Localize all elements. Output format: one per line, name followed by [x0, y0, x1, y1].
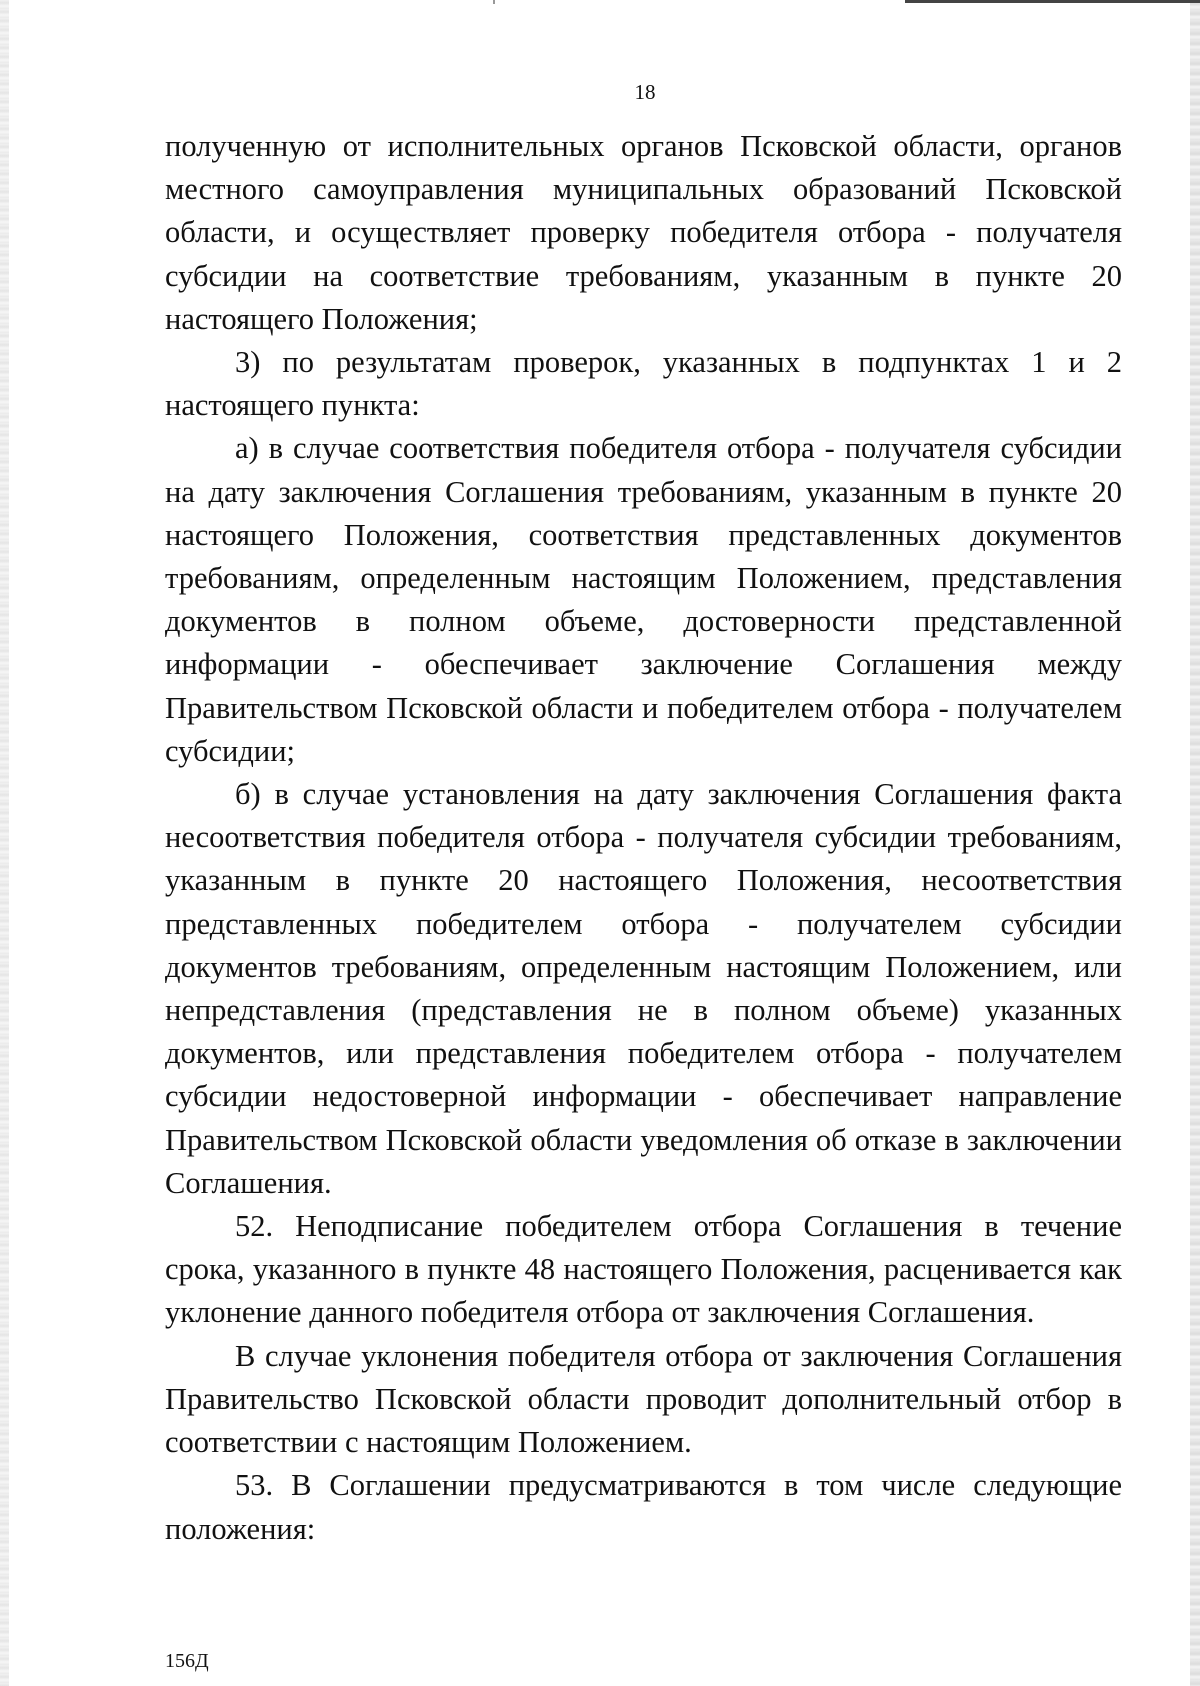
scan-edge-left	[0, 0, 9, 1686]
scan-artifact	[493, 0, 495, 4]
paragraph-subitem-3: 3) по результатам проверок, указанных в подпунктах 1 и 2 настоящего пункта:	[165, 345, 1122, 423]
document-body	[165, 125, 1122, 1551]
paragraph-subitem-b: б) в случае установления на дату заключения Соглашения факта несоответствия победителя отбора - получателя субсидии требованиям, указанным в пункте 20 настоящего Положения, несоответствия представленных победителем отбора - получателем субсидии документов требованиям, определенным настоящим Положением, или непредставления (представления не в полном объеме) указанных документов, или представления победителем отбора - получателем субсидии недостоверной информации - обеспечивает направление Правительством Псковской области уведомления об отказе в заключении Соглашения.	[165, 777, 1122, 1200]
footer-code: 156Д	[165, 1650, 209, 1672]
scan-top-rule	[905, 0, 1200, 3]
paragraph-evasion: В случае уклонения победителя отбора от заключения Соглашения Правительство Псковской области проводит дополнительный отбор в соответствии с настоящим Положением.	[165, 1338, 1122, 1460]
paragraph-item-52: 52. Неподписание победителем отбора Соглашения в течение срока, указанного в пункте 48 настоящего Положения, расценивается как уклонение данного победителя отбора от заключения Соглашения.	[165, 1209, 1122, 1330]
page-number: 18	[634, 80, 656, 104]
scan-edge-right	[1190, 0, 1200, 1686]
paragraph-continuation: полученную от исполнительных органов Псковской области, органов местного самоуправления муниципальных образований Псковской области, и осуществляет проверку победителя отбора - получателя субсидии на соответствие требованиям, указанным в пункте 20 настоящего Положения;	[165, 129, 1122, 336]
paragraph-item-53: 53. В Соглашении предусматриваются в том числе следующие положения:	[165, 1468, 1122, 1546]
paragraph-subitem-a: а) в случае соответствия победителя отбора - получателя субсидии на дату заключения Соглашения требованиям, указанным в пункте 20 настоящего Положения, соответствия представленных документов требованиям, определенным настоящим Положением, представления документов в полном объеме, достоверности представленной информации - обеспечивает заключение Соглашения между Правительством Псковской области и победителем отбора - получателем субсидии;	[165, 431, 1122, 768]
